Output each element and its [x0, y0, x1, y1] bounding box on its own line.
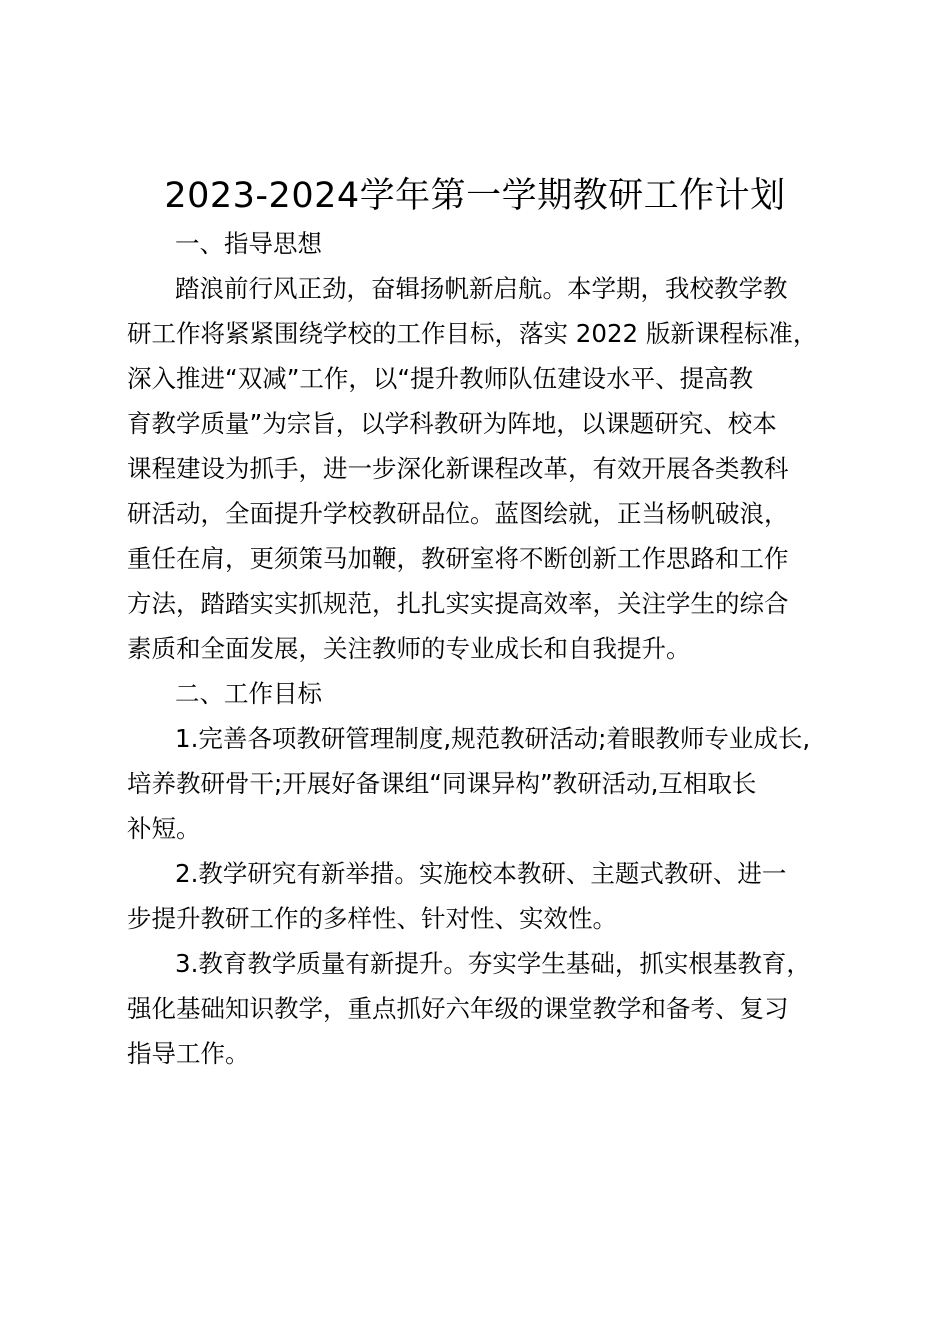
paragraph-line: 方法，踏踏实实抓规范，扎扎实实提高效率，关注学生的综合	[127, 589, 789, 618]
paragraph-line: 育教学质量”为宗旨，以学科教研为阵地，以课题研究、校本	[127, 409, 777, 438]
paragraph-line: 深入推进“双减”工作，以“提升教师队伍建设水平、提高教	[127, 364, 754, 393]
goal-item-3-line: 强化基础知识教学，重点抓好六年级的课堂教学和备考、复习	[127, 994, 789, 1023]
paragraph-line: 研活动，全面提升学校教研品位。蓝图绘就，正当杨帆破浪，	[127, 499, 789, 528]
goal-item-3-line: 3.教育教学质量有新提升。夯实学生基础，抓实根基教育，	[175, 949, 811, 978]
paragraph-line: 重任在肩，更须策马加鞭，教研室将不断创新工作思路和工作	[127, 544, 789, 573]
paragraph-line: 课程建设为抓手，进一步深化新课程改革，有效开展各类教科	[127, 454, 789, 483]
goal-item-3-line: 指导工作。	[127, 1039, 250, 1068]
paragraph-line: 踏浪前行风正劲，奋辑扬帆新启航。本学期，我校教学教	[175, 274, 788, 303]
goal-item-1-line: 1.完善各项教研管理制度,规范教研活动;着眼教师专业成长,	[175, 724, 811, 753]
section-heading-work-goals: 二、工作目标	[175, 679, 322, 708]
goal-item-1-line: 补短。	[127, 814, 201, 843]
goal-item-1-line: 培养教研骨干;开展好备课组“同课异构”教研活动,互相取长	[127, 769, 757, 798]
document-title: 2023-2024学年第一学期教研工作计划	[164, 176, 786, 216]
goal-item-2-line: 步提升教研工作的多样性、针对性、实效性。	[127, 904, 617, 933]
goal-item-2-line: 2.教学研究有新举措。实施校本教研、主题式教研、进一	[175, 859, 787, 888]
paragraph-line: 素质和全面发展，关注教师的专业成长和自我提升。	[127, 634, 691, 663]
paragraph-line: 研工作将紧紧围绕学校的工作目标，落实 2022 版新课程标准，	[127, 319, 818, 348]
section-heading-guiding-ideology: 一、指导思想	[175, 229, 322, 258]
